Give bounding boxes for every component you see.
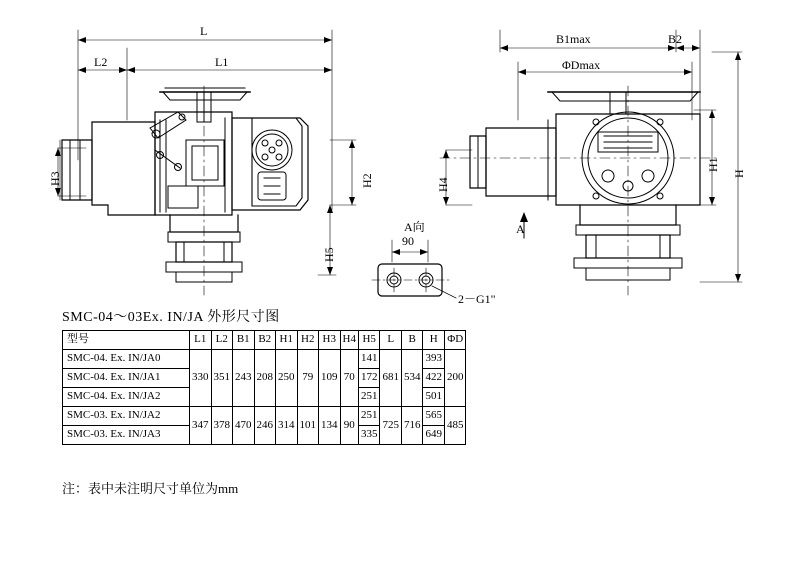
detail-thread-label: 2－G1" <box>458 292 496 306</box>
drawing-note: 注：表中未注明尺寸单位为mm <box>62 481 239 496</box>
cell-H5: 335 <box>358 426 380 445</box>
cell-H1: 250 <box>276 350 298 407</box>
cell-model: SMC-04. Ex. IN/JA2 <box>63 388 190 407</box>
cell-L1: 347 <box>190 407 212 445</box>
dim-label-H: H <box>732 169 746 178</box>
cell-L: 725 <box>380 407 402 445</box>
header-B2: B2 <box>254 331 276 350</box>
cell-L: 681 <box>380 350 402 407</box>
dim-label-H4: H4 <box>436 177 450 192</box>
cell-H2: 101 <box>297 407 319 445</box>
detail-view-caption: A向 <box>404 220 425 234</box>
cell-D: 200 <box>444 350 466 407</box>
table-row <box>63 407 466 426</box>
section-arrow-label-A: A <box>516 222 525 236</box>
dim-label-Dmax: ΦDmax <box>562 58 601 72</box>
dim-label-B1max: B1max <box>556 32 591 46</box>
cell-H5: 172 <box>358 369 380 388</box>
header-L1: L1 <box>190 331 212 350</box>
table-header-row <box>63 331 466 350</box>
header-L2: L2 <box>211 331 233 350</box>
cell-model: SMC-04. Ex. IN/JA1 <box>63 369 190 388</box>
table-row <box>63 350 466 369</box>
cell-H2: 79 <box>297 350 319 407</box>
header-H4: H4 <box>340 331 358 350</box>
cell-H-total: 565 <box>423 407 445 426</box>
cell-L1: 330 <box>190 350 212 407</box>
header-H2: H2 <box>297 331 319 350</box>
header-B1: B1 <box>233 331 255 350</box>
cell-H4: 70 <box>340 350 358 407</box>
dim-label-B2: B2 <box>668 32 683 46</box>
detail-dim-90: 90 <box>402 234 414 248</box>
cell-H-total: 501 <box>423 388 445 407</box>
cell-B: 716 <box>401 407 423 445</box>
header-model: 型号 <box>63 331 190 350</box>
header-H1: H1 <box>276 331 298 350</box>
header-D: ΦD <box>444 331 466 350</box>
dim-label-H2: H2 <box>360 173 374 188</box>
cell-H5: 251 <box>358 388 380 407</box>
cell-model: SMC-03. Ex. IN/JA3 <box>63 426 190 445</box>
drawing-title: SMC-04～03Ex. IN/JA 外形尺寸图 <box>62 310 280 325</box>
cell-B1: 470 <box>233 407 255 445</box>
cell-L2: 351 <box>211 350 233 407</box>
dimension-table <box>62 330 466 445</box>
dim-label-H5: H5 <box>322 247 336 262</box>
dim-label-L2: L2 <box>94 55 108 69</box>
dim-label-L1: L1 <box>215 55 229 69</box>
header-H: H <box>423 331 445 350</box>
dim-label-H3: H3 <box>48 171 62 186</box>
cell-B2: 208 <box>254 350 276 407</box>
cell-H-total: 422 <box>423 369 445 388</box>
cell-model: SMC-03. Ex. IN/JA2 <box>63 407 190 426</box>
header-H3: H3 <box>319 331 341 350</box>
cell-H3: 109 <box>319 350 341 407</box>
cell-L2: 378 <box>211 407 233 445</box>
header-B: B <box>401 331 423 350</box>
cell-B: 534 <box>401 350 423 407</box>
header-L: L <box>380 331 402 350</box>
cell-H5: 141 <box>358 350 380 369</box>
dim-label-L: L <box>200 24 208 38</box>
cell-H5: 251 <box>358 407 380 426</box>
cell-H4: 90 <box>340 407 358 445</box>
cell-D: 485 <box>444 407 466 445</box>
cell-H3: 134 <box>319 407 341 445</box>
dim-label-H1: H1 <box>706 157 720 172</box>
cell-H-total: 393 <box>423 350 445 369</box>
cell-B1: 243 <box>233 350 255 407</box>
cell-H1: 314 <box>276 407 298 445</box>
header-H5: H5 <box>358 331 380 350</box>
cell-H-total: 649 <box>423 426 445 445</box>
cell-model: SMC-04. Ex. IN/JA0 <box>63 350 190 369</box>
cell-B2: 246 <box>254 407 276 445</box>
